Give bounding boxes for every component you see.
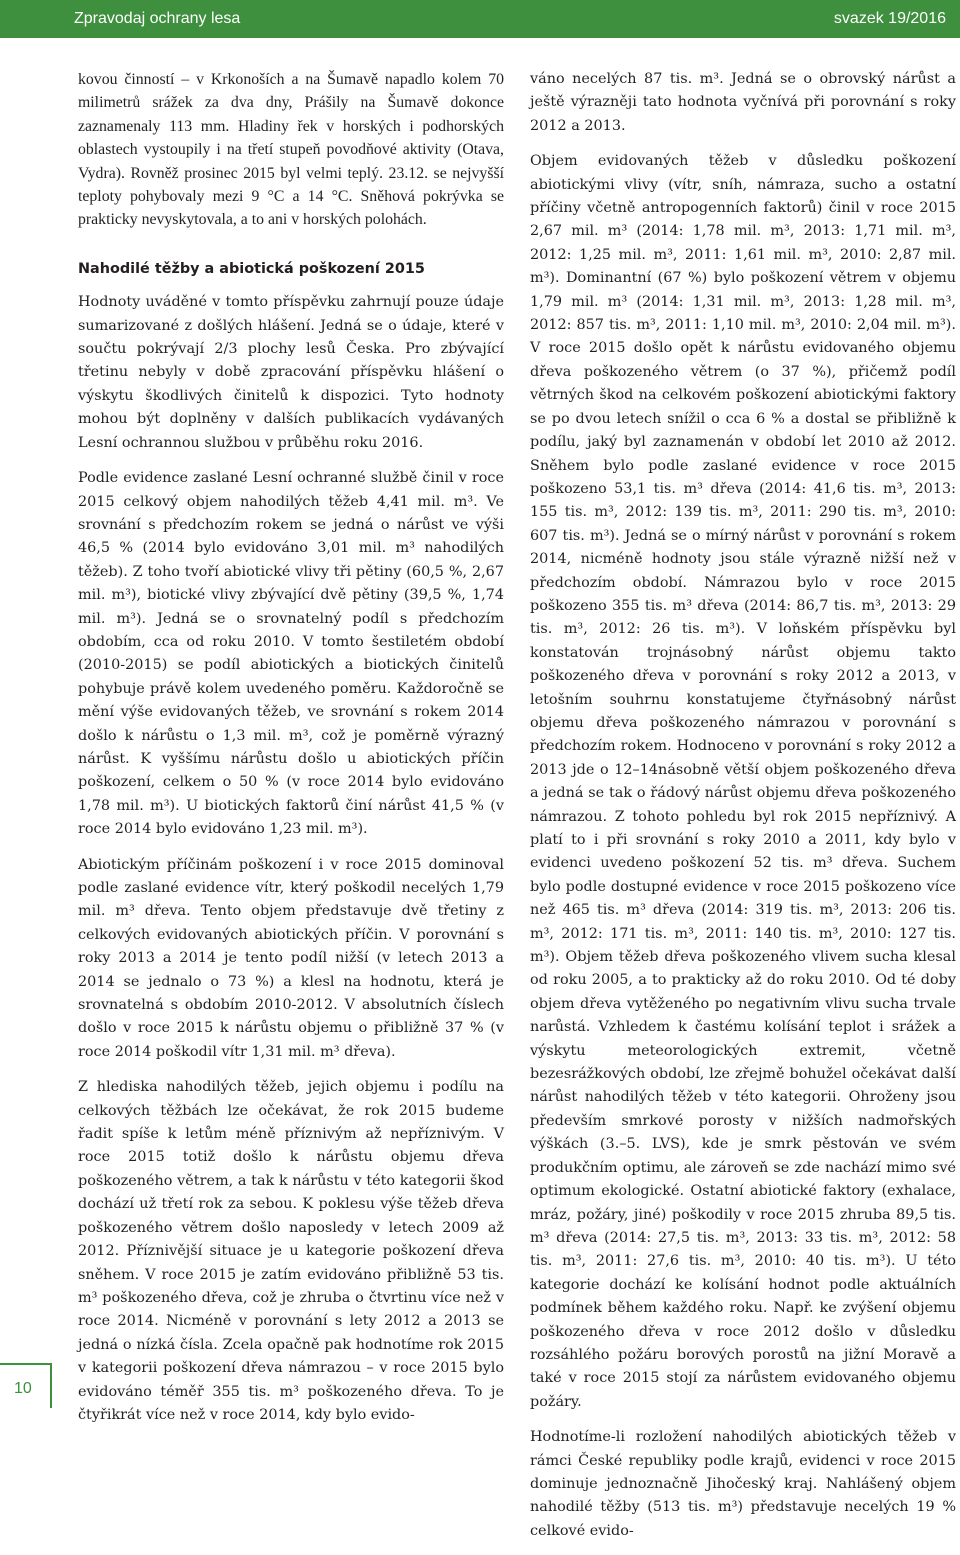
- paragraph: Hodnotíme-li rozložení nahodilých abiotických těžeb v rámci České republiky podle krajů, evidenci v roce 2015 dominuje jednoznačně Jihočeský kraj. Nahlášený objem nahodilé těžby (513 tis. m³) představuje necelých 19 % celkové evido-: [530, 1429, 956, 1539]
- paragraph: Podle evidence zaslané Lesní ochranné službě činil v roce 2015 celkový objem nahodilých těžeb 4,41 mil. m³. Ve srovnání s předchozím rokem se jedná o nárůst ve výši 46,5 % (2014 bylo evidováno 3,01 mil. m³ nahodilých těžeb). Z toho tvoří abiotické vlivy tři pětiny (60,5 %, 2,67 mil. m³), biotické vlivy zbývající dvě pětiny (39,5 %, 1,74 mil. m³). Jedná se o srovnatelný podíl s předchozím obdobím, cca od roku 2010. V tomto šestiletém období (2010-2015) se podíl abiotických a biotických činitelů pohybuje právě kolem uvedeného poměru. Každoročně se mění výše evidovaných těžeb, ve srovnání s rokem 2014 došlo k nárůstu o 1,3 mil. m³, což je poměrně výrazný nárůst. K vyššímu nárůstu došlo u abiotických příčin poškození, celkem o 50 % (v roce 2014 bylo evidováno 1,78 mil. m³). U biotických faktorů činí nárůst 41,5 % (v roce 2014 bylo evidováno 1,23 mil. m³).: [78, 470, 504, 838]
- right-column: [530, 68, 956, 1555]
- page-number: 10: [14, 1380, 32, 1397]
- paragraph: Hodnoty uváděné v tomto příspěvku zahrnují pouze údaje sumarizované z došlých hlášení. Jedná se o údaje, které v součtu pokrývají 2/3 plochy lesů Česka. Pro zbývající třetinu nebyly v době zpracování příspěvku hlášení o výskytu škodlivých činitelů k dispozici. Tyto hodnoty mohou být doplněny v dalších publikacích vydávaných Lesní ochrannou službou v průběhu roku 2016.: [78, 294, 504, 451]
- paragraph: váno necelých 87 tis. m³. Jedná se o obrovský nárůst a ještě výrazněji tato hodnota vyčnívá při porovnání s roky 2012 a 2013.: [530, 71, 956, 134]
- header-bar: [0, 0, 960, 38]
- paragraph: Objem evidovaných těžeb v důsledku poškození abiotickými vlivy (vítr, sníh, námraza, sucho a ostatní příčiny včetně antropogenních faktorů) činil v roce 2015 2,67 mil. m³ (2014: 1,78 mil. m³, 2013: 1,71 mil. m³, 2012: 1,25 mil. m³, 2011: 1,61 mil. m³, 2010: 2,87 mil. m³). Dominantní (67 %) bylo poškození větrem v objemu 1,79 mil. m³ (2014: 1,31 mil. m³, 2013: 1,28 mil. m³, 2012: 857 tis. m³, 2011: 1,10 mil. m³, 2010: 2,04 mil. m³). V roce 2015 došlo opět k nárůstu evidovaného objemu dřeva poškozeného větrem (o 37 %), přičemž podíl větrných škod na celkovém poškození abiotickými faktory se po dvou letech snížil o cca 6 % a dostal se přibližně k podílu, jaký byl zaznamenán v období let 2010 až 2012. Sněhem bylo podle zaslané evidence v roce 2015 poškozeno 53,1 tis. m³ dřeva (2014: 41,6 tis. m³, 2013: 155 tis. m³, 2012: 139 tis. m³, 2011: 290 tis. m³, 2010: 607 tis. m³). Jedná se o mírný nárůst v porovnání s rokem 2014, nicméně hodnoty jsou stále výrazně nižší než v předchozím období. Námrazou bylo v roce 2015 poškozeno 355 tis. m³ dřeva (2014: 86,7 tis. m³, 2013: 29 tis. m³, 2012: 26 tis. m³). V loňském příspěvku byl konstatován trojnásobný nárůst objemu takto poškozeného dřeva v porovnání s roky 2012 a 2013, v letošním souhrnu konstatujeme čtyřnásobný nárůst objemu dřeva poškozeného námrazou v porovnání s předchozím rokem. Hodnoceno v porovnání s roky 2012 a 2013 jde o 12–14násobně větší objem poškozeného dřeva a jedná se tak o řádový nárůst objemu dřeva poškozeného námrazou. Z tohoto pohledu byl rok 2015 nepříznivý. A platí to i při srovnání s roky 2010 a 2011, kdy bylo v evidenci uvedeno poškození 52 tis. m³ dřeva. Suchem bylo podle dostupné evidence v roce 2015 poškozeno více než 465 tis. m³ dřeva (2014: 319 tis. m³, 2013: 206 tis. m³, 2012: 171 tis. m³, 2011: 140 tis. m³, 2010: 127 tis. m³). Objem těžeb dřeva poškozeného vlivem sucha klesal od roku 2005, a to prakticky až do roku 2010. Od té doby objem dřeva vytěženého po negativním vlivu sucha trvale narůstá. Vzhledem k častému kolísání teplot i srážek a výskytu meteorologických extremit, včetně bezesrážkových období, lze zřejmě bohužel očekávat další nárůst nahodilých těžeb v této kategorii. Ohroženy jsou především smrkové porosty v nižších nadmořských výškách (3.–5. LVS), kde je smrk pěstován ve svém produkčním optimu, ale zároveň se zde nachází mimo své optimum ekologické. Ostatní abiotické faktory (exhalace, mráz, požáry, jiné) poškodily v roce 2015 zhruba 89,5 tis. m³ dřeva (2014: 27,5 tis. m³, 2013: 33 tis. m³, 2012: 58 tis. m³, 2011: 27,6 tis. m³, 2010: 40 tis. m³). U této kategorie dochází ke kolísání hodnot podle aktuálních podmínek během každého roku. Např. ke zvýšení objemu poškozeného dřeva v roce 2012 došlo v důsledku rozsáhlého požáru borových porostů na jižní Moravě a také v roce 2015 stojí za nárůstem evidovaného objemu požáry.: [530, 153, 956, 1410]
- paragraph: Z hlediska nahodilých těžeb, jejich objemu i podílu na celkových těžbách lze očekávat, že rok 2015 budeme řadit spíše k letům méně příznivým až nepříznivým. V roce 2015 totiž došlo k nárůstu objemu dřeva poškozeného větrem, a tak k nárůstu v této kategorii škod dochází už třetí rok za sebou. K poklesu výše těžeb dřeva poškozeného větrem došlo naposledy v letech 2009 až 2012. Příznivější situace je u kategorie poškození dřeva sněhem. V roce 2015 je zatím evidováno přibližně 53 tis. m³ poškozeného dřeva, což je zhruba o čtvrtinu více než v roce 2014. Nicméně v porovnání s lety 2012 a 2013 se jedná o nízká čísla. Zcela opačně pak hodnotíme rok 2015 v kategorii poškození dřeva námrazou – v roce 2015 bylo evidováno téměř 355 tis. m³ poškozeného dřeva. To je čtyřikrát více než v roce 2014, kdy bylo evido-: [78, 1079, 504, 1423]
- left-column: [78, 68, 504, 1439]
- intro-paragraph: kovou činností – v Krkonoších a na Šumavě napadlo kolem 70 milimetrů srážek za dva dny, Prášily na Šumavě dokonce zaznamenaly 113 mm. Hladiny řek v horských i podhorských oblastech vystoupily i na třetí stupeň povodňové aktivity (Otava, Vydra). Rovněž prosinec 2015 byl velmi teplý. 23.12. se nejvyšší teploty pohybovaly mezi 9 °C a 14 °C. Sněhová pokrývka se prakticky nevyskytovala, a to ani v horských polohách.: [78, 71, 504, 229]
- journal-title: Zpravodaj ochrany lesa: [74, 10, 241, 27]
- section-heading: Nahodilé těžby a abiotická poškození 2015: [78, 260, 425, 277]
- paragraph: Abiotickým příčinám poškození i v roce 2015 dominoval podle zaslané evidence vítr, který poškodil necelých 1,79 mil. m³ dřeva. Tento objem představuje dvě třetiny z celkových evidovaných abiotických příčin. V porovnání s roky 2013 a 2014 je tento podíl nižší (v letech 2013 a 2014 se jednalo o 73 %) a klesl na hodnotu, která je srovnatelná s obdobím 2010-2012. V absolutních číslech došlo v roce 2015 k nárůstu objemu o přibližně 37 % (v roce 2014 poškodil vítr 1,31 mil. m³ dřeva).: [78, 856, 504, 1060]
- volume-label: svazek 19/2016: [833, 10, 946, 27]
